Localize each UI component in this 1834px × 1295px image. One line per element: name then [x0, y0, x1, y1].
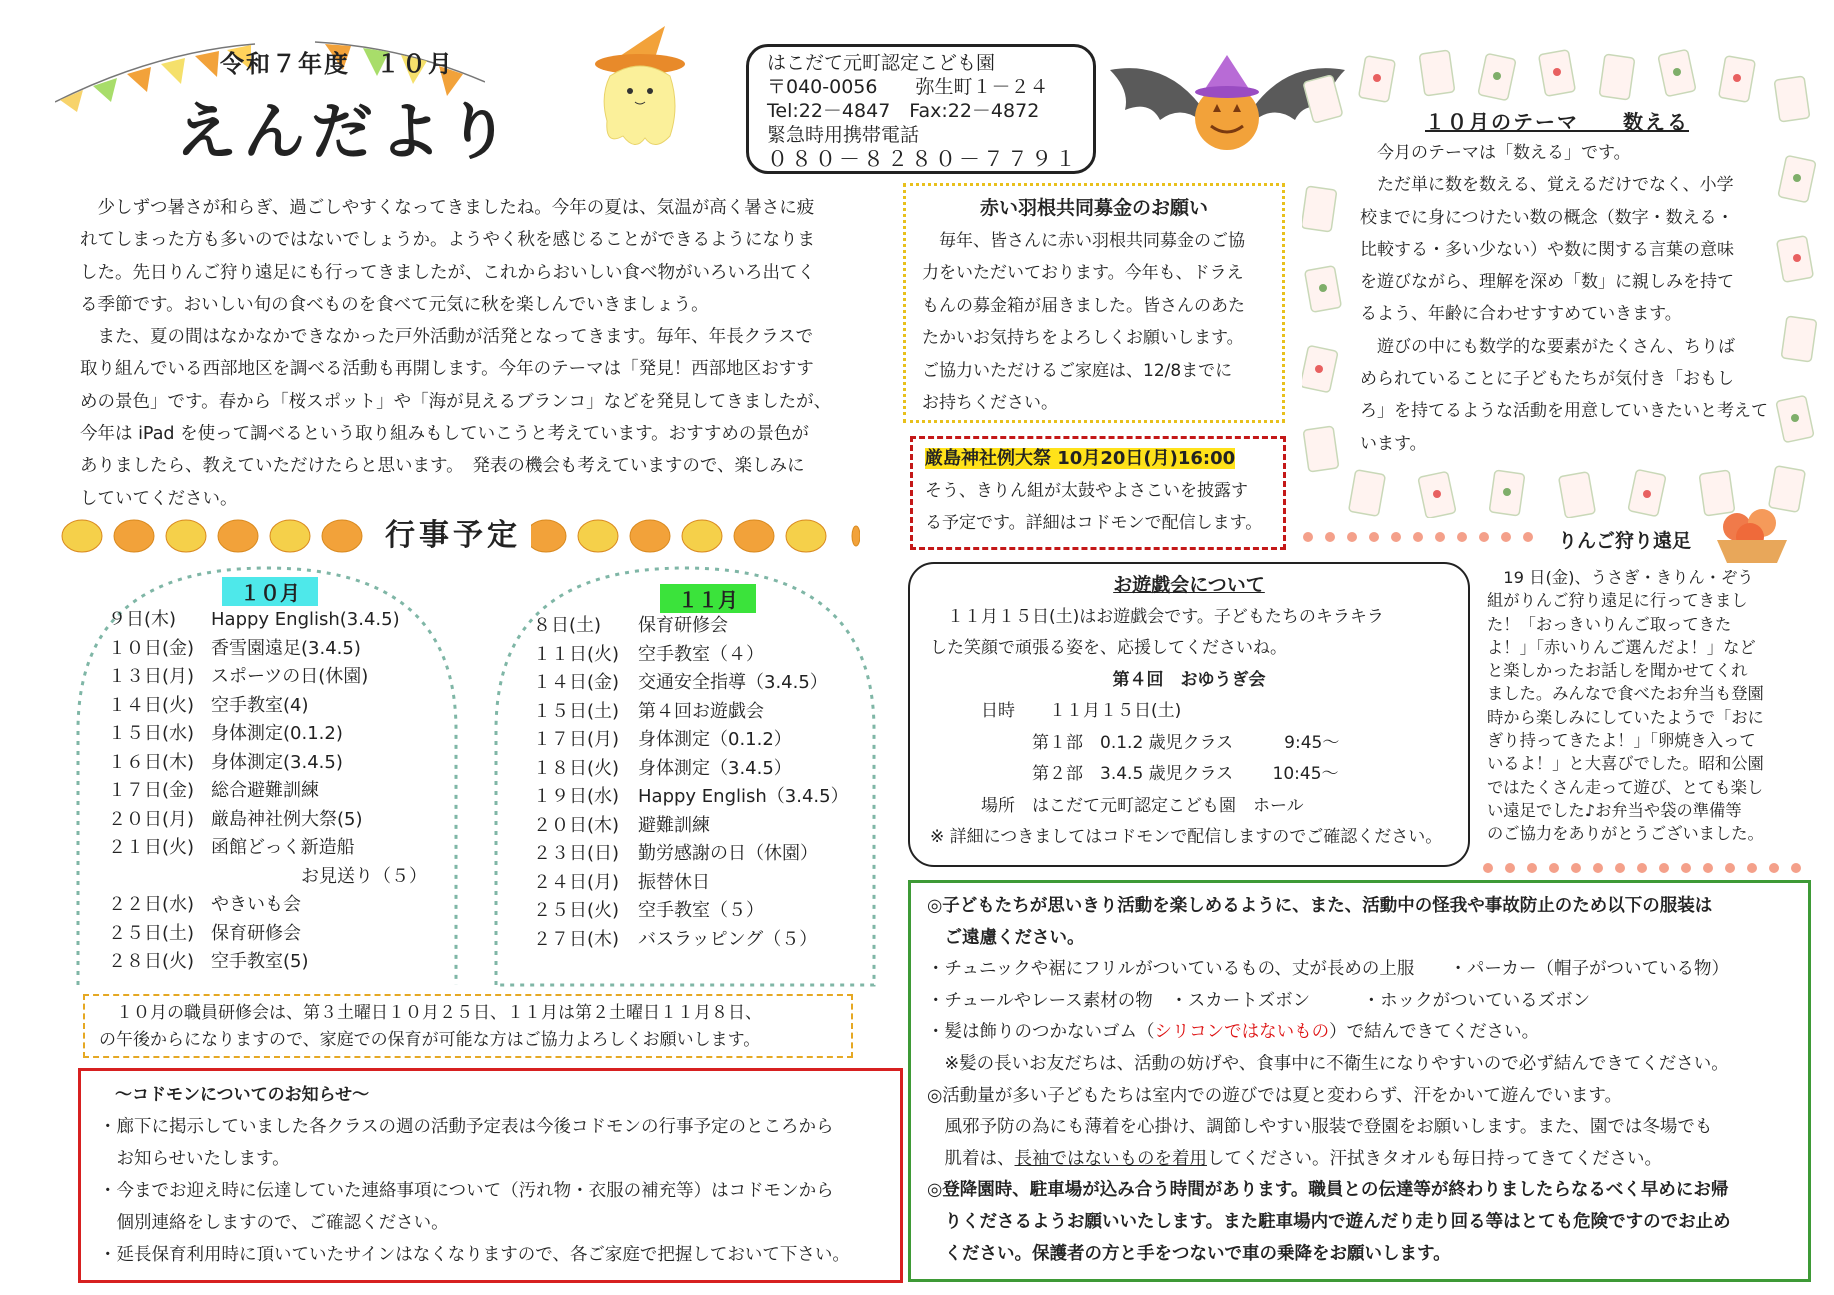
codemon-line: お知らせいたします。	[99, 1149, 290, 1169]
apple-line: ぎり持ってきたよ！」「卵焼き入って	[1487, 731, 1756, 751]
theme-line: 比較する・多い少ない）や数に関する言葉の意味	[1360, 239, 1734, 260]
emergency-label: 緊急時用携帯電話	[767, 124, 920, 146]
apple-line: 組がりんご狩り遠足に行ってきまし	[1487, 591, 1748, 611]
parking-line: ◎登降園時、駐車場が込み合う時間があります。職員との伝達等が終わりましたらなるべく早めにお帰	[927, 1180, 1729, 1201]
intro-line: 今年は iPad を使って調べるという取り組みもしていこうと考えています。おすすめの景色が	[80, 424, 809, 445]
event-item: ２０日(月) 厳島神社例大祭(5)	[108, 808, 363, 830]
codemon-line: ・廊下に掲示していました各クラスの週の活動予定表は今後コドモンの行事予定のところから	[99, 1117, 834, 1137]
event-item: １７日(月) 身体測定（0.1.2）	[533, 729, 792, 750]
apple-line: た！「おっきいりんご取ってきた	[1487, 614, 1732, 634]
dress-line: 肌着は、長袖ではないものを着用してください。汗拭きタオルも毎日持ってきてください。	[927, 1148, 1662, 1169]
shrine-title: 厳島神社例大祭 10月20日(月)16:00	[925, 448, 1236, 469]
apple-dots-decoration	[1300, 527, 1545, 547]
staff-training-notice	[83, 994, 853, 1058]
apple-line: ました。みんなで食べたお弁当も登園	[1487, 684, 1764, 704]
event-item: ９日(木) Happy English(3.4.5)	[108, 609, 400, 630]
dress-line: ご遠慮ください。	[927, 927, 1085, 948]
event-item: ２０日(木) 避難訓練	[533, 814, 710, 836]
apple-line: ではたくさん走って遊び、とても楽し	[1487, 777, 1764, 797]
event-item: ２８日(火) 空手教室(5)	[108, 951, 309, 972]
ghost-witch-illustration	[585, 26, 700, 156]
staff-line: の午後からになりますので、家庭での保育が可能な方はご協力よろしくお願いします。	[99, 1030, 761, 1050]
intro-line: ありましたら、教えていただけたらと思います。 発表の機会も考えていますので、楽しみに	[80, 456, 805, 477]
event-item: ２５日(火) 空手教室（５）	[533, 900, 764, 921]
intro-line: る季節です。おいしい旬の食べものを食べて元気に秋を楽しんでいきましょう。	[80, 294, 709, 315]
contact-box	[746, 44, 1096, 174]
recital-row: 日時 １１月１５日(土)	[930, 701, 1182, 721]
dress-code-notice	[908, 880, 1811, 1282]
theme-line: るよう、年齢に合わせすすめていきます。	[1360, 304, 1682, 325]
shrine-festival-notice	[910, 436, 1286, 550]
apple-picking-body	[1487, 566, 1764, 846]
event-item: ２３日(日) 勤労感謝の日（休園）	[533, 843, 818, 864]
event-item: お見送り（５）	[211, 865, 427, 887]
codemon-line: ・今までお迎え時に伝達していた連絡事項について（汚れ物・衣服の補充等）はコドモンから	[99, 1181, 834, 1201]
recital-row: 第２部 3.4.5 歳児クラス 10:45～	[930, 764, 1339, 784]
red-feather-notice	[903, 183, 1285, 423]
apple-dots-decoration-bottom	[1478, 858, 1808, 878]
event-item: １５日(水) 身体測定(0.1.2)	[108, 723, 343, 744]
event-item: １８日(火) 身体測定（3.4.5）	[533, 757, 792, 779]
dress-line: ・チュールやレース素材の物 ・スカートズボン ・ホックがついているズボン	[927, 990, 1591, 1011]
intro-line: 少しずつ暑さが和らぎ、過ごしやすくなってきましたね。今年の夏は、気温が高く暑さに疲	[80, 198, 815, 218]
recital-notice	[908, 562, 1470, 867]
theme-line: を遊びながら、理解を深め「数」に親しみを持て	[1360, 272, 1734, 293]
recital-row: 第１部 0.1.2 歳児クラス 9:45～	[930, 732, 1340, 753]
event-item: １４日(金) 交通安全指導（3.4.5）	[533, 672, 828, 693]
recital-row: 場所 はこだて元町認定こども園 ホール	[930, 795, 1304, 816]
red-feather-line: たかいお気持ちをよろしくお願いします。	[922, 328, 1244, 348]
event-item: １９日(水) Happy English（3.4.5）	[533, 786, 849, 807]
intro-line: また、夏の間はなかなかできなかった戸外活動が活発となってきます。毎年、年長クラスで	[80, 327, 814, 348]
parking-line: ください。保護者の方と手をつないで車の乗降をお願いします。	[927, 1243, 1451, 1264]
dress-line: ※髪の長いお友だちは、活動の妨げや、食事中に不衛生になりやすいので必ず結んできてください。	[927, 1053, 1729, 1074]
intro-line: めの景色」です。春から「桜スポット」や「海が見えるブランコ」などを発見してきましたが、	[80, 391, 832, 412]
event-item: １０日(金) 香雪園遠足(3.4.5)	[108, 637, 361, 659]
red-feather-line: お持ちください。	[922, 393, 1058, 413]
theme-line: います。	[1360, 433, 1427, 454]
apple-picking-title: りんご狩り遠足	[1558, 530, 1692, 552]
november-event-list	[533, 612, 849, 954]
apple-basket-illustration	[1712, 505, 1792, 565]
theme-line: められていることに子どもたちが気付き「おもし	[1360, 369, 1734, 390]
dress-line: ・チュニックや裾にフリルがついているもの、丈が長めの上服 ・パーカー（帽子がついている物）	[927, 959, 1730, 980]
november-label: １１月	[660, 584, 756, 613]
event-item: １６日(木) 身体測定(3.4.5)	[108, 751, 343, 773]
dress-line: ◎子どもたちが思いきり活動を楽しめるように、また、活動中の怪我や事故防止のため以下の服装は	[927, 896, 1713, 916]
october-event-list	[108, 606, 427, 977]
event-item: １３日(月) スポーツの日(休園)	[108, 666, 369, 687]
staff-line: １０月の職員研修会は、第３土曜日１０月２５日、１１月は第２土曜日１１月８日、	[99, 1003, 762, 1023]
dress-line: ◎活動量が多い子どもたちは室内での遊びでは夏と変わらず、汗をかいて遊んでいます。	[927, 1085, 1622, 1106]
event-item: １７日(金) 総合避難訓練	[108, 780, 319, 801]
red-feather-line: 力をいただいております。今年も、ドラえ	[922, 263, 1244, 283]
theme-line: 校までに身につけたい数の概念（数字・数える・	[1360, 207, 1734, 228]
shrine-line: そう、きりん組が太鼓やよさこいを披露す	[925, 481, 1248, 501]
intro-line: していてください。	[80, 488, 238, 509]
theme-body	[1360, 137, 1768, 460]
school-name: はこだて元町認定こども園	[767, 52, 996, 74]
schedule-title: 行事予定	[375, 510, 531, 554]
theme-line: ろ」を持てるような活動を用意していきたいと考えて	[1360, 401, 1768, 422]
recital-program-title: 第４回 おゆうぎ会	[1112, 669, 1266, 690]
dress-line: ・髪は飾りのつかないゴム（シリコンではないもの）で結んできてください。	[927, 1022, 1540, 1043]
apple-line: よ！」「赤いりんご選んだよ！」など	[1487, 637, 1756, 657]
codemon-line: 個別連絡をしますので、ご確認ください。	[99, 1213, 449, 1233]
event-item: ２２日(水) やきいも会	[108, 894, 301, 915]
event-item: ２７日(木) バスラッピング（５）	[533, 928, 818, 950]
shrine-line: る予定です。詳細はコドモンで配信します。	[925, 513, 1263, 533]
school-address: 〒040-0056 弥生町１－２４	[767, 76, 1049, 98]
dress-line: 風邪予防の為にも薄着を心掛け、調節しやすい服装で登園をお願いします。また、園では冬場でも	[927, 1117, 1713, 1138]
red-feather-line: 毎年、皆さんに赤い羽根共同募金のご協	[922, 230, 1245, 251]
theme-line: 今月のテーマは「数える」です。	[1360, 143, 1631, 163]
theme-title: １０月のテーマ 数える	[1425, 106, 1689, 135]
event-item: １４日(火) 空手教室(4)	[108, 694, 309, 716]
apple-line: いるよ！」と大喜びでした。昭和公園	[1487, 754, 1764, 774]
recital-line: １１月１５日(土)はお遊戯会です。子どもたちのキラキラ	[930, 606, 1384, 627]
parking-line: りくださるようお願いいたします。また駐車場内で遊んだり走り回る等はとても危険ですのでお止め	[927, 1211, 1731, 1232]
codemon-notice	[78, 1068, 903, 1283]
event-item: ２１日(火) 函館どっく新造船	[108, 837, 355, 858]
intro-line: した。先日りんご狩り遠足にも行ってきましたが、これからおいしい食べ物がいろいろ出てく	[80, 262, 815, 283]
red-feather-line: もんの募金箱が届きました。皆さんのあた	[922, 295, 1245, 316]
recital-note: ※ 詳細につきましてはコドモンで配信しますのでご確認ください。	[930, 827, 1443, 847]
apple-line: 19 日(金)、うさぎ・きりん・ぞう	[1487, 568, 1754, 587]
recital-line: した笑顔で頑張る姿を、応援してくださいね。	[930, 638, 1287, 658]
intro-line: 取り組んでいる西部地区を調べる活動も再開します。今年のテーマは「発見！西部地区おすす	[80, 359, 814, 380]
october-label: １０月	[222, 577, 318, 606]
intro-line: れてしまった方も多いのではないでしょうか。ようやく秋を感じることができるようになりま	[80, 230, 815, 251]
event-item: １５日(土) 第４回お遊戯会	[533, 700, 764, 722]
apple-line: い遠足でした♪お弁当や袋の準備等	[1487, 800, 1742, 820]
event-item: ８日(土) 保育研修会	[533, 615, 728, 636]
recital-title: お遊戯会について	[1113, 574, 1265, 596]
event-item: ２５日(土) 保育研修会	[108, 922, 301, 944]
emergency-number: ０８０－８２８０－７７９１	[767, 147, 1079, 171]
event-item: ２４日(月) 振替休日	[533, 871, 710, 893]
tel-fax: Tel:22－4847 Fax:22－4872	[767, 100, 1040, 122]
event-item: １１日(火) 空手教室（４）	[533, 643, 764, 665]
apple-line: のご協力をありがとうございました。	[1487, 824, 1764, 844]
apple-line: 時から楽しみにしていたようで「おに	[1487, 707, 1764, 727]
red-feather-title: 赤い羽根共同募金のお願い	[979, 197, 1208, 219]
newsletter-title: えんだより	[175, 95, 516, 168]
codemon-line: ・延長保育利用時に頂いていたサインはなくなりますので、各ご家庭で把握しておいて下さい。	[99, 1245, 850, 1265]
theme-line: ただ単に数を数える、覚えるだけでなく、小学	[1360, 175, 1734, 196]
apple-line: と楽しかったお話しを聞かせてくれ	[1487, 661, 1748, 681]
red-feather-line: ご協力いただけるご家庭は、12/8までに	[922, 360, 1233, 381]
newsletter-era: 令和７年度 １０月	[220, 50, 454, 78]
intro-text	[80, 192, 870, 515]
theme-line: 遊びの中にも数学的な要素がたくさん、ちりば	[1360, 336, 1736, 357]
codemon-title: ～コドモンについてのお知らせ～	[115, 1085, 370, 1105]
